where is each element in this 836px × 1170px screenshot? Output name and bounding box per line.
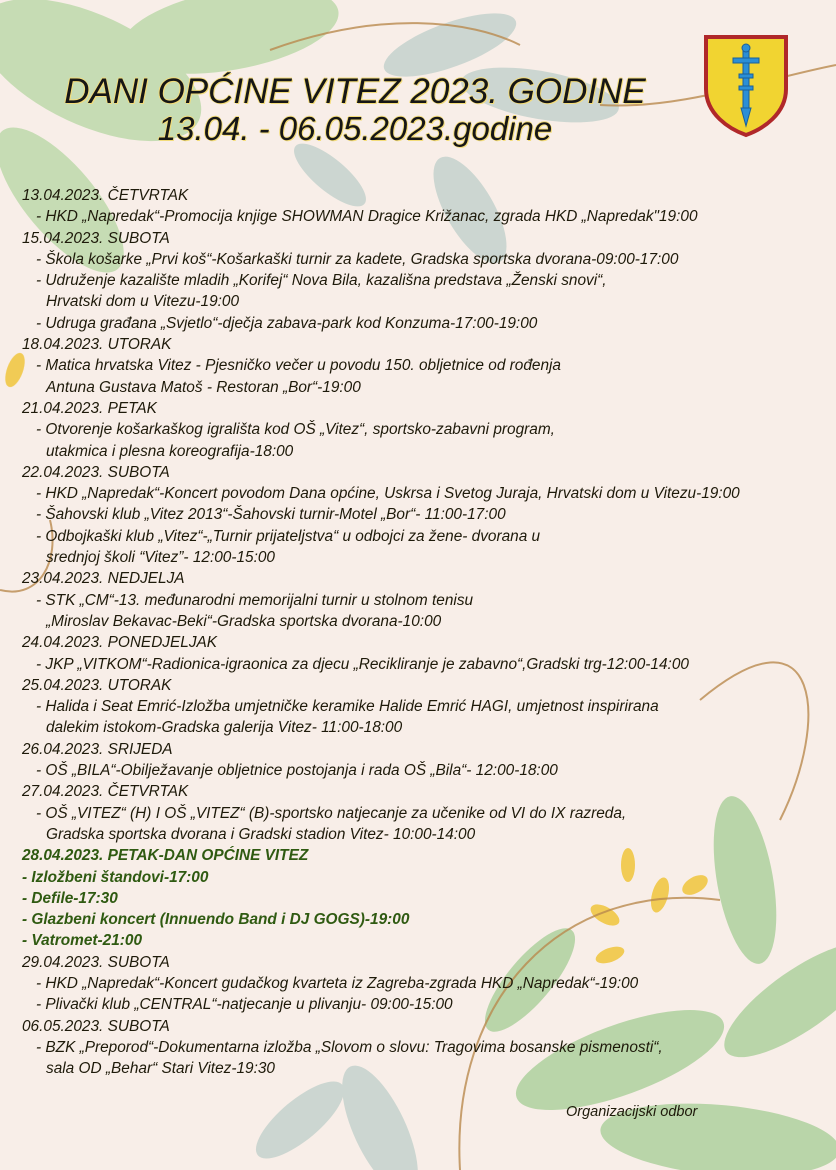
schedule-day-heading: 22.04.2023. SUBOTA [22, 463, 170, 481]
organizer-signature: Organizacijski odbor [566, 1104, 698, 1120]
schedule-item: - Halida i Seat Emrić-Izložba umjetničke keramike Halide Emrić HAGI, umjetnost inspirirana [36, 698, 659, 716]
schedule-item: - Udruga građana „Svjetlo“-dječja zabava-park kod Konzuma-17:00-19:00 [36, 314, 538, 332]
schedule-item: - Šahovski klub „Vitez 2013“-Šahovski turnir-Motel „Bor“- 11:00-17:00 [36, 506, 506, 524]
schedule-day-heading: 18.04.2023. UTORAK [22, 336, 172, 354]
schedule-item-continuation: Hrvatski dom u Vitezu-19:00 [46, 293, 240, 311]
schedule-item: - JKP „VITKOM“-Radionica-igraonica za djecu „Recikliranje je zabavno“,Gradski trg-12:00-14:00 [36, 655, 689, 673]
schedule-day-heading: 29.04.2023. SUBOTA [22, 953, 170, 971]
schedule-day-heading: 15.04.2023. SUBOTA [22, 229, 170, 247]
schedule-day-heading: 27.04.2023. ČETVRTAK [22, 783, 189, 801]
schedule-item: - Škola košarke „Prvi koš“-Košarkaški turnir za kadete, Gradska sportska dvorana-09:00-17:00 [36, 250, 679, 268]
schedule-item: - Matica hrvatska Vitez - Pjesničko večer u povodu 150. obljetnice od rođenja [36, 357, 561, 375]
schedule-item-continuation: Antuna Gustava Matoš - Restoran „Bor“-19:00 [46, 378, 361, 396]
schedule-day-heading: 24.04.2023. PONEDJELJAK [22, 634, 218, 652]
schedule-item: - Plivački klub „CENTRAL“-natjecanje u plivanju- 09:00-15:00 [36, 996, 453, 1014]
schedule-day-heading: 21.04.2023. PETAK [22, 399, 157, 417]
schedule-item: - HKD „Napredak“-Koncert povodom Dana općine, Uskrsa i Svetog Juraja, Hrvatski dom u Vitezu-19:00 [36, 485, 740, 503]
schedule-item-continuation: srednjoj školi “Vitez”- 12:00-15:00 [46, 549, 275, 567]
schedule-item-continuation: dalekim istokom-Gradska galerija Vitez- 11:00-18:00 [46, 719, 403, 737]
schedule-item: - Odbojkaški klub „Vitez“-„Turnir prijateljstva“ u odbojci za žene- dvorana u [36, 527, 541, 545]
schedule-day-heading: 13.04.2023. ČETVRTAK [22, 187, 189, 204]
event-schedule [22, 185, 822, 1079]
schedule-day-heading: 28.04.2023. PETAK-DAN OPĆINE VITEZ [22, 847, 309, 865]
schedule-item-continuation: sala OD „Behar“ Stari Vitez-19:30 [46, 1060, 275, 1078]
schedule-day-heading: 06.05.2023. SUBOTA [22, 1017, 170, 1035]
schedule-item: - Vatromet-21:00 [22, 932, 143, 950]
schedule-item: - Udruženje kazalište mladih „Korifej“ Nova Bila, kazališna predstava „Ženski snovi“, [36, 272, 607, 290]
schedule-item: - OŠ „BILA“-Obilježavanje obljetnice postojanja i rada OŠ „Bila“- 12:00-18:00 [36, 762, 558, 780]
schedule-item: - HKD „Napredak“-Koncert gudačkog kvarteta iz Zagreba-zgrada HKD „Napredak“-19:00 [36, 974, 639, 992]
vitez-coat-of-arms-icon [703, 34, 789, 138]
date-range-subtitle: 13.04. - 06.05.2023.godine [157, 110, 553, 147]
schedule-item-continuation: „Miroslav Bekavac-Beki“-Gradska sportska dvorana-10:00 [46, 612, 442, 630]
schedule-item: - Otvorenje košarkaškog igrališta kod OŠ „Vitez“, sportsko-zabavni program, [36, 421, 555, 439]
schedule-item-continuation: Gradska sportska dvorana i Gradski stadion Vitez- 10:00-14:00 [46, 825, 476, 843]
schedule-item: - HKD „Napredak“-Promocija knjige SHOWMAN Dragice Križanac, zgrada HKD „Napredak"19:00 [36, 208, 698, 226]
schedule-item-continuation: utakmica i plesna koreografija-18:00 [46, 442, 294, 460]
schedule-item: - STK „CM“-13. međunarodni memorijalni turnir u stolnom tenisu [36, 591, 474, 609]
schedule-item: - OŠ „VITEZ“ (H) I OŠ „VITEZ“ (B)-sportsko natjecanje za učenike od VI do IX razreda, [36, 804, 627, 822]
schedule-item: - BZK „Preporod“-Dokumentarna izložba „Slovom o slovu: Tragovima bosanske pismenosti“, [36, 1038, 663, 1056]
schedule-item: - Glazbeni koncert (Innuendo Band i DJ GOGS)-19:00 [22, 911, 410, 929]
schedule-item: - Izložbeni štandovi-17:00 [22, 868, 209, 886]
schedule-item: - Defile-17:30 [22, 889, 118, 907]
page-title: DANI OPĆINE VITEZ 2023. GODINE [64, 72, 646, 111]
schedule-day-heading: 23.04.2023. NEDJELJA [22, 570, 185, 588]
schedule-day-heading: 25.04.2023. UTORAK [22, 676, 172, 694]
schedule-day-heading: 26.04.2023. SRIJEDA [22, 740, 173, 758]
